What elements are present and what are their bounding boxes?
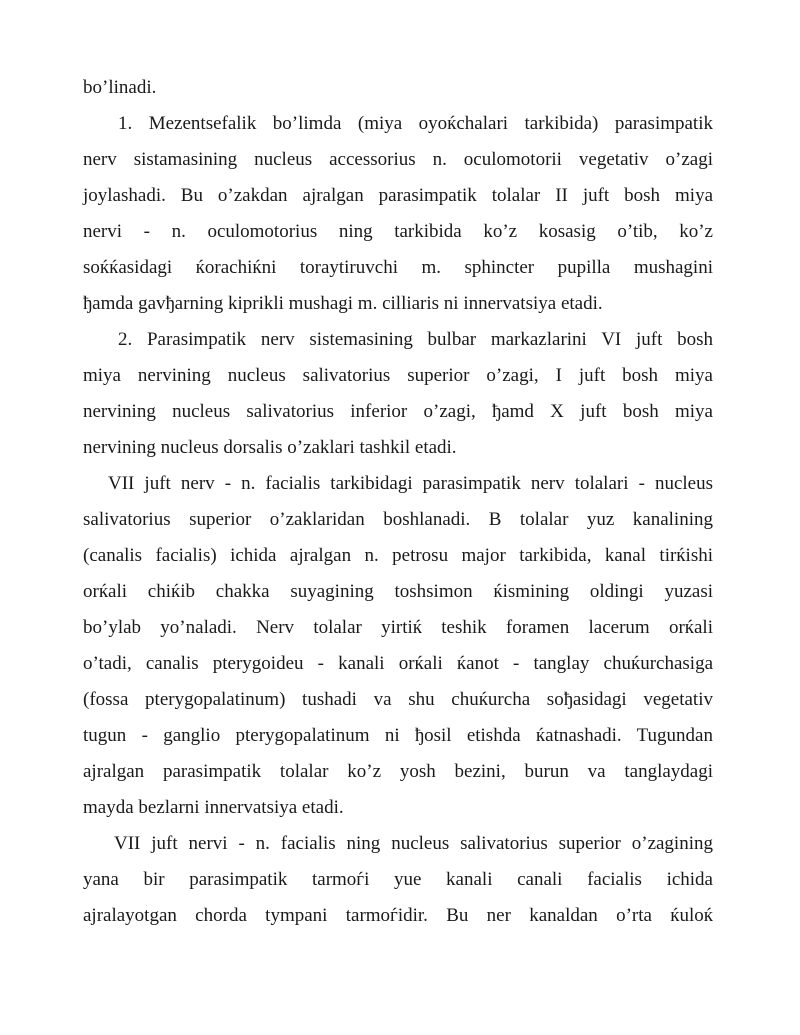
text-line: bo’linadi. (83, 77, 157, 98)
text-line: mayda bezlarni innervatsiya etadi. (83, 797, 344, 818)
text-line: miya nervining nucleus salivatorius superior o’zagi, I juft bosh miya (83, 365, 713, 386)
text-line: ajralayotgan chorda tympani tarmoѓidir. Bu ner kanaldan o’rta ќuloќ (83, 905, 713, 926)
text-line: (canalis facialis) ichida ajralgan n. petrosu major tarkibida, kanal tirќishi (83, 545, 713, 566)
text-line: orќali chiќib chakka suyagining toshsimon ќismining oldingi yuzasi (83, 581, 713, 602)
text-line: ajralgan parasimpatik tolalar ko’z yosh bezini, burun va tanglaydagi (83, 761, 713, 782)
text-line: tugun - ganglio pterygopalatinum ni ђosil etishda ќatnashadi. Tugundan (83, 725, 713, 746)
text-line: soќќasidagi ќorachiќni toraytiruvchi m. sphincter pupilla mushagini (83, 257, 713, 278)
text-line: o’tadi, canalis pterygoideu - kanali orќali ќanot - tanglay chuќurchasiga (83, 653, 713, 674)
text-line: nerv sistamasining nucleus accessorius n. oculomotorii vegetativ o’zagi (83, 149, 713, 170)
list-item-1: 1. Mezentsefalik bo’limda (miya oyoќchalari tarkibida) parasimpatik (118, 113, 713, 134)
paragraph-start: VII juft nervi - n. facialis ning nucleus salivatorius superior o’zagining (114, 833, 713, 854)
text-line: (fossa pterygopalatinum) tushadi va shu chuќurcha soђasidagi vegetativ (83, 689, 713, 710)
document-page (83, 70, 713, 934)
text-line: joylashadi. Bu o’zakdan ajralgan parasimpatik tolalar II juft bosh miya (83, 185, 713, 206)
text-line: ђamda gavђarning kiprikli mushagi m. cilliaris ni innervatsiya etadi. (83, 293, 603, 314)
text-line: bo’ylab yo’naladi. Nerv tolalar yirtiќ teshik foramen lacerum orќali (83, 617, 713, 638)
paragraph-start: VII juft nerv - n. facialis tarkibidagi parasimpatik nerv tolalari - nucleus (108, 473, 713, 494)
text-line: salivatorius superior o’zaklaridan boshlanadi. B tolalar yuz kanalining (83, 509, 713, 530)
text-line: nervining nucleus dorsalis o’zaklari tashkil etadi. (83, 437, 457, 458)
text-line: nervi - n. oculomotorius ning tarkibida ko’z kosasig o’tib, ko’z (83, 221, 713, 242)
text-line: yana bir parasimpatik tarmoѓi yue kanali canali facialis ichida (83, 869, 713, 890)
text-line: nervining nucleus salivatorius inferior o’zagi, ђamd X juft bosh miya (83, 401, 713, 422)
list-item-2: 2. Parasimpatik nerv sistemasining bulbar markazlarini VI juft bosh (118, 329, 713, 350)
